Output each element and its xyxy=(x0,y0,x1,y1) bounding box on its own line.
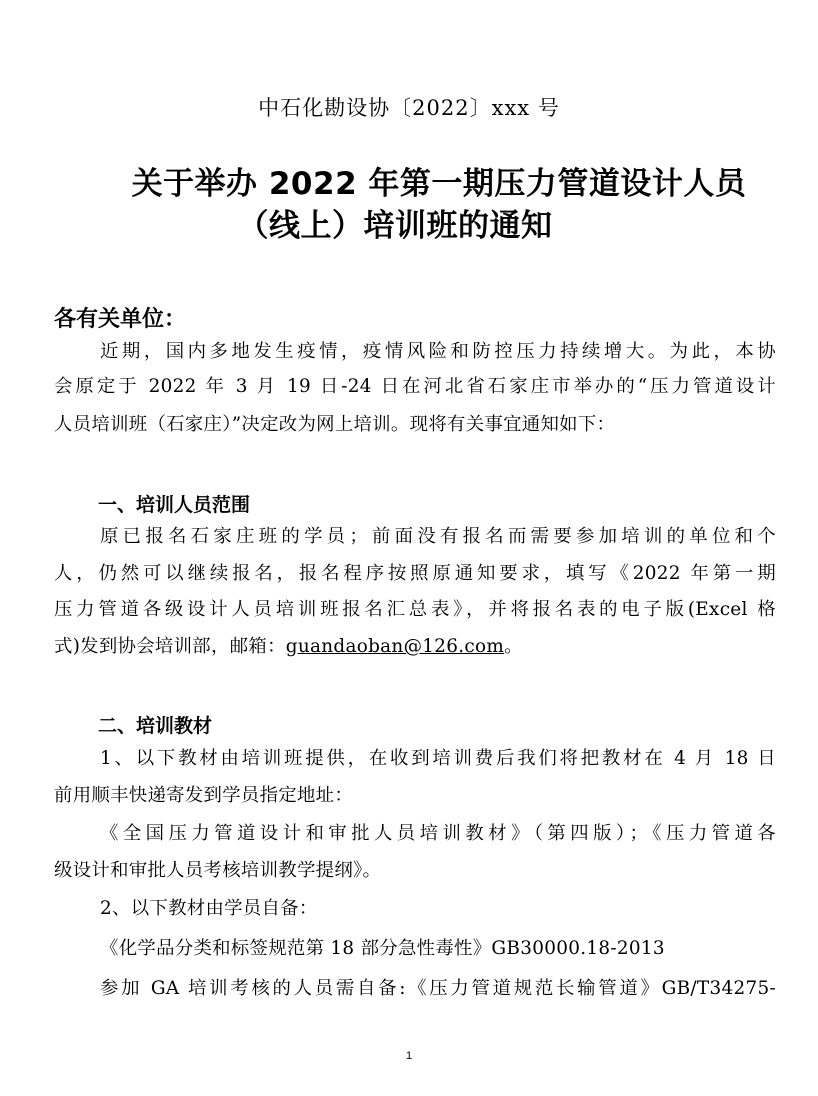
section-2-books-2-line-2: 参加 GA 培训考核的人员需自备:《压力管道规范长输管道》GB/T34275- xyxy=(100,978,776,999)
section-1-line-4 xyxy=(54,638,776,656)
section-2-heading: 二、培训教材 xyxy=(98,715,213,737)
section-2-books-1-line-1: 《全国压力管道设计和审批人员培训教材》（第四版）；《压力管道各 xyxy=(100,823,776,844)
section-2-books-1-line-2: 级设计和审批人员考核培训教学提纲》。 xyxy=(54,860,382,881)
page-number: 1 xyxy=(405,1050,413,1062)
section-1-line-4-suffix: 。 xyxy=(504,636,523,657)
section-1-line-1: 原已报名石家庄班的学员；前面没有报名而需要参加培训的单位和个 xyxy=(100,526,776,547)
document-title-line-2: （线上）培训班的通知 xyxy=(237,208,553,244)
section-2-books-2-line-1: 《化学品分类和标签规范第 18 部分急性毒性》GB30000.18-2013 xyxy=(100,938,665,959)
section-2-item-1-line-2: 前用顺丰快递寄发到学员指定地址： xyxy=(54,785,354,806)
section-1-line-4-prefix: 式)发到协会培训部，邮箱： xyxy=(54,636,286,657)
intro-line-2: 会原定于 2022 年 3 月 19 日-24 日在河北省石家庄市举办的“压力管道设计 xyxy=(54,376,776,397)
section-1-line-3: 压力管道各级设计人员培训班报名汇总表》，并将报名表的电子版(Excel 格 xyxy=(54,599,776,620)
section-2-item-1-line-1: 1、以下教材由培训班提供，在收到培训费后我们将把教材在 4 月 18 日 xyxy=(100,748,776,769)
intro-line-1: 近期，国内多地发生疫情，疫情风险和防控压力持续增大。为此，本协 xyxy=(100,341,776,362)
section-1-heading: 一、培训人员范围 xyxy=(98,494,251,516)
email-link[interactable]: guandaoban@126.com xyxy=(285,636,505,657)
section-1-line-2: 人，仍然可以继续报名，报名程序按照原通知要求，填写《2022 年第一期 xyxy=(54,563,776,584)
document-title-line-1: 关于举办 2022 年第一期压力管道设计人员 xyxy=(131,166,747,202)
section-2-item-2: 2、以下教材由学员自备： xyxy=(100,898,318,919)
salutation: 各有关单位： xyxy=(54,307,187,332)
intro-line-3: 人员培训班（石家庄）”决定改为网上培训。现将有关事宜通知如下： xyxy=(54,414,616,435)
document-number: 中石化勘设协〔2022〕xxx 号 xyxy=(258,96,560,120)
